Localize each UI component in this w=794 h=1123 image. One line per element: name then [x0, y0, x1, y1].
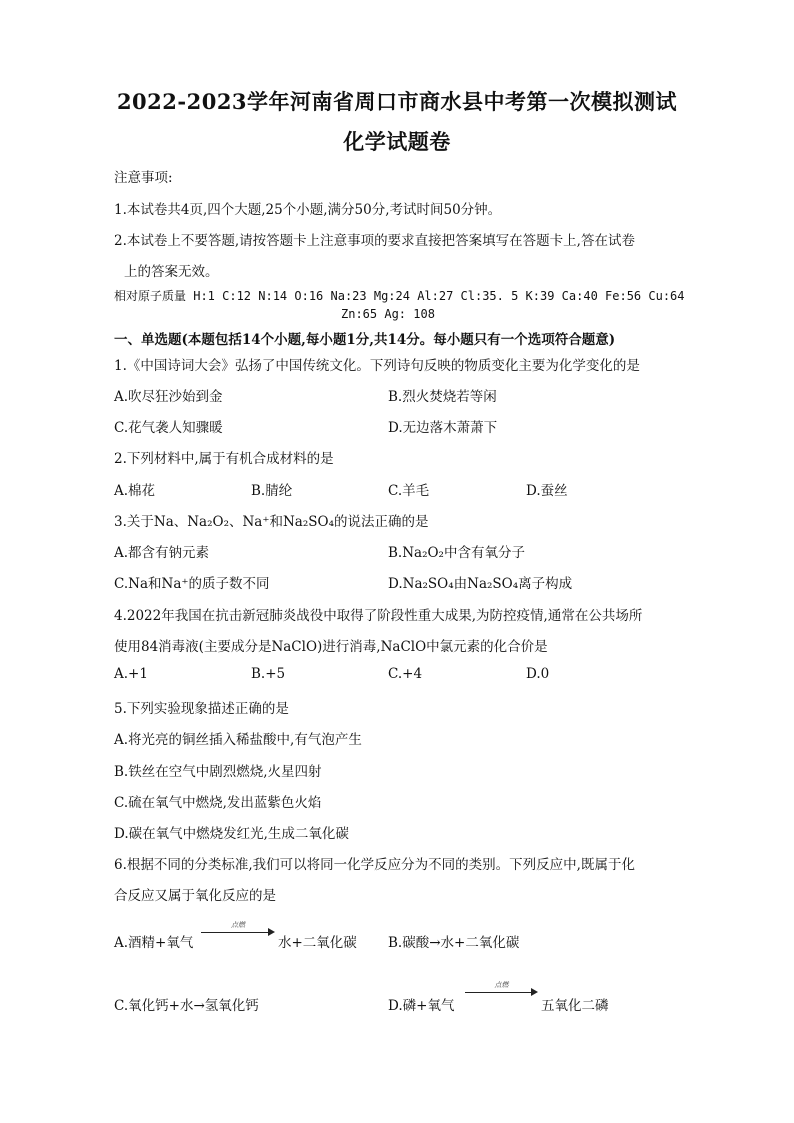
notice-item-2-line-2: 上的答案无效。 — [124, 264, 219, 280]
question-2-option-d: D.蚕丝 — [526, 483, 568, 499]
question-5-option-a: A.将光亮的铜丝插入稀盐酸中,有气泡产生 — [114, 732, 362, 748]
question-6-option-d-reactants: D.磷+氧气 — [388, 998, 455, 1014]
question-3-stem: 3.关于Na、Na₂O₂、Na⁺和Na₂SO₄的说法正确的是 — [114, 514, 429, 530]
question-5-stem: 5.下列实验现象描述正确的是 — [114, 701, 289, 717]
question-3-option-a: A.都含有钠元素 — [114, 545, 210, 561]
reaction-arrow-d — [465, 981, 538, 1000]
question-6-stem-line-2: 合反应又属于氧化反应的是 — [114, 888, 276, 904]
question-3-option-c: C.Na和Na⁺的质子数不同 — [114, 576, 270, 592]
question-6-option-a-reactants: A.酒精+氧气 — [114, 935, 194, 951]
question-1-option-b: B.烈火焚烧若等闲 — [388, 389, 497, 405]
question-4-stem-line-1: 4.2022年我国在抗击新冠肺炎战役中取得了阶段性重大成果,为防控疫情,通常在公共场所 — [114, 608, 643, 624]
question-4-option-c: C.+4 — [388, 666, 423, 682]
question-1-option-c: C.花气袭人知骤暖 — [114, 420, 223, 436]
atomic-mass-line-2: Zn:65 Ag: 108 — [341, 307, 435, 321]
question-6-option-c: C.氧化钙+水→氢氧化钙 — [114, 998, 259, 1014]
section-1-heading: 一、单选题(本题包括14个小题,每小题1分,共14分。每小题只有一个选项符合题意) — [114, 332, 616, 348]
question-4-option-a: A.+1 — [114, 666, 148, 682]
question-5-option-d: D.碳在氧气中燃烧发红光,生成二氧化碳 — [114, 826, 349, 842]
question-3-option-d: D.Na₂SO₄由Na₂SO₄离子构成 — [388, 576, 573, 592]
question-2-option-c: C.羊毛 — [388, 483, 430, 499]
question-2-option-a: A.棉花 — [114, 483, 156, 499]
question-5-option-b: B.铁丝在空气中剧烈燃烧,火星四射 — [114, 764, 322, 780]
reaction-arrow-a — [201, 921, 275, 940]
notice-item-1: 1.本试卷共4页,四个大题,25个小题,满分50分,考试时间50分钟。 — [114, 202, 502, 218]
notice-item-2-line-1: 2.本试卷上不要答题,请按答题卡上注意事项的要求直接把答案填写在答题卡上,答在试卷 — [114, 233, 635, 249]
question-6-option-d-products: 五氧化二磷 — [541, 998, 609, 1014]
question-4-option-d: D.0 — [526, 666, 550, 682]
exam-subtitle: 化学试题卷 — [343, 129, 451, 154]
question-2-option-b: B.腈纶 — [251, 483, 293, 499]
question-3-option-b: B.Na₂O₂中含有氧分子 — [388, 545, 525, 561]
question-2-stem: 2.下列材料中,属于有机合成材料的是 — [114, 451, 334, 467]
question-6-option-b: B.碳酸→水+二氧化碳 — [388, 935, 520, 951]
question-1-option-a: A.吹尽狂沙始到金 — [114, 389, 223, 405]
notice-heading: 注意事项: — [114, 170, 173, 186]
exam-title: 2022-2023学年河南省周口市商水县中考第一次模拟测试 — [116, 89, 678, 114]
reaction-condition-d: 点燃 — [494, 981, 509, 989]
question-6-option-a-products: 水+二氧化碳 — [278, 935, 357, 951]
question-1-stem: 1.《中国诗词大会》弘扬了中国传统文化。下列诗句反映的物质变化主要为化学变化的是 — [114, 358, 640, 374]
question-5-option-c: C.硫在氧气中燃烧,发出蓝紫色火焰 — [114, 795, 322, 811]
question-1-option-d: D.无边落木萧萧下 — [388, 420, 498, 436]
question-4-option-b: B.+5 — [251, 666, 286, 682]
reaction-condition-a: 点燃 — [231, 921, 245, 929]
atomic-mass-line-1: 相对原子质量 H:1 C:12 N:14 O:16 Na:23 Mg:24 Al:27 Cl:35. 5 K:39 Ca:40 Fe:56 Cu:64 — [114, 289, 685, 303]
question-6-stem-line-1: 6.根据不同的分类标准,我们可以将同一化学反应分为不同的类别。下列反应中,既属于化 — [114, 857, 635, 873]
question-4-stem-line-2: 使用84消毒液(主要成分是NaClO)进行消毒,NaClO中氯元素的化合价是 — [114, 639, 548, 655]
